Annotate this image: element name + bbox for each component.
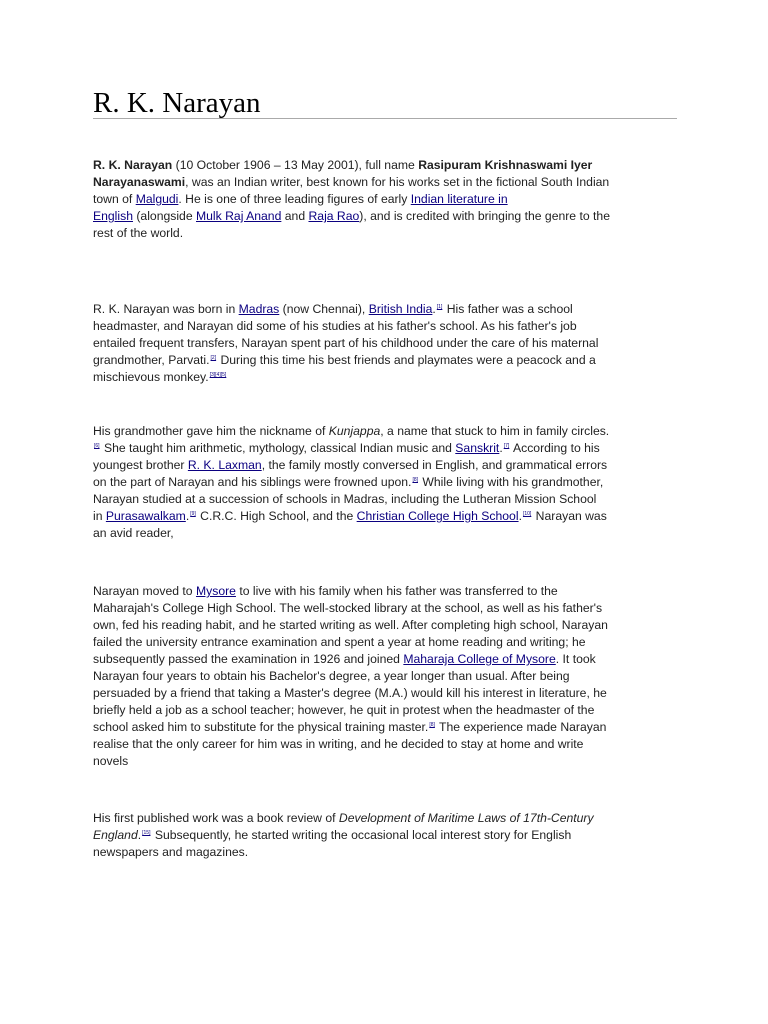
text-line <box>93 702 677 719</box>
text-segment: His first published work was a book review of <box>93 811 339 825</box>
wiki-link[interactable]: Mulk Raj Anand <box>196 209 282 223</box>
paragraph <box>93 423 677 542</box>
paragraph <box>93 810 677 861</box>
text-segment: . <box>499 441 503 455</box>
text-segment: briefly held a job as a school teacher; however, he quit in protest when the headmaster of the <box>93 703 595 717</box>
page-title: R. K. Narayan <box>93 87 261 119</box>
wiki-link[interactable]: R. K. Laxman <box>187 458 262 472</box>
wiki-link[interactable]: Maharaja College of Mysore <box>403 652 556 666</box>
text-line <box>93 352 677 369</box>
text-segment: . <box>432 302 436 316</box>
text-segment: Narayan studied at a succession of schools in Madras, including the Lutheran Mission School <box>93 492 597 506</box>
citation-link[interactable]: [2] <box>210 355 217 361</box>
text-line <box>93 827 677 844</box>
text-line <box>93 157 677 174</box>
text-segment: Narayan was <box>532 509 607 523</box>
text-line <box>93 668 677 685</box>
text-segment: entailed frequent transfers, Narayan spent part of his childhood under the care of his maternal <box>93 336 599 350</box>
text-line <box>93 600 677 617</box>
text-segment: youngest brother <box>93 458 188 472</box>
wiki-link[interactable]: English <box>93 209 133 223</box>
wiki-link[interactable]: Christian College High School <box>356 509 519 523</box>
paragraph <box>93 583 677 770</box>
text-segment: realise that the only career for him was in writing, and he decided to stay at home and write <box>93 737 584 751</box>
text-line <box>93 651 677 668</box>
text-line <box>93 191 677 208</box>
text-segment: (now Chennai), <box>279 302 369 316</box>
text-segment: ), and is credited with bringing the genre to the <box>359 209 610 223</box>
text-segment: to live with his family when his father was transferred to the <box>235 584 558 598</box>
text-segment: , a name that stuck to him in family circles. <box>380 424 610 438</box>
text-line <box>93 617 677 634</box>
text-line <box>93 301 677 318</box>
text-segment: own, fed his reading habit, and he started writing as well. After completing high school, Narayan <box>93 618 608 632</box>
text-line <box>93 525 677 542</box>
citation-link[interactable]: [3][4][5] <box>209 372 227 378</box>
citation-link[interactable]: [15] <box>142 830 151 836</box>
text-segment: . It took <box>555 652 596 666</box>
text-line <box>93 719 677 736</box>
text-segment: rest of the world. <box>93 226 184 240</box>
italic-text: England <box>93 828 138 842</box>
text-line <box>93 508 677 525</box>
text-segment: grandmother, Parvati. <box>93 353 210 367</box>
text-segment: Narayan moved to <box>93 584 196 598</box>
citation-link[interactable]: [6] <box>94 443 100 449</box>
text-line <box>93 318 677 335</box>
text-segment: . <box>185 509 190 523</box>
text-segment: The experience made Narayan <box>435 720 607 734</box>
text-line <box>93 174 677 191</box>
text-line <box>93 335 677 352</box>
text-segment: According to his <box>510 441 600 455</box>
wiki-link[interactable]: Indian literature in <box>410 192 508 206</box>
text-segment: , was an Indian writer, best known for his works set in the fictional South Indian <box>185 175 610 189</box>
text-segment: (10 October 1906 – 13 May 2001), full name <box>172 158 419 172</box>
text-segment: newspapers and magazines. <box>93 845 249 859</box>
citation-link[interactable]: [10] <box>522 511 532 517</box>
text-segment: in <box>93 509 106 523</box>
citation-link[interactable]: [1] <box>436 304 443 310</box>
text-line <box>93 844 677 861</box>
text-segment: Narayan four years to obtain his Bachelor's degree, a year longer than usual. After being <box>93 669 570 683</box>
text-line <box>93 685 677 702</box>
text-segment: C.R.C. High School, and the <box>196 509 357 523</box>
text-line <box>93 225 677 242</box>
paragraph <box>93 157 677 242</box>
text-line <box>93 491 677 508</box>
text-segment: Subsequently, he started writing the occasional local interest story for English <box>151 828 572 842</box>
text-segment: (alongside <box>132 209 196 223</box>
text-line <box>93 634 677 651</box>
text-line <box>93 810 677 827</box>
text-segment: She taught him arithmetic, mythology, classical Indian music and <box>100 441 456 455</box>
text-segment: . He is one of three leading figures of early <box>178 192 411 206</box>
wiki-link[interactable]: Mysore <box>195 584 236 598</box>
text-segment: an avid reader, <box>93 526 174 540</box>
italic-text: Development of Maritime Laws of 17th-Century <box>338 811 594 825</box>
text-segment: During this time his best friends and playmates were a peacock and a <box>217 353 596 367</box>
wiki-link[interactable]: Sanskrit <box>455 441 500 455</box>
text-segment: His grandmother gave him the nickname of <box>93 424 329 438</box>
text-segment: failed the university entrance examination and spent a year at home reading and writing; he <box>93 635 586 649</box>
text-segment: headmaster, and Narayan did some of his studies at his father's school. As his father's job <box>93 319 577 333</box>
text-segment: mischievous monkey. <box>93 370 209 384</box>
italic-text: Kunjappa <box>328 424 381 438</box>
text-line <box>93 369 677 386</box>
text-segment: novels <box>93 754 129 768</box>
text-segment: subsequently passed the examination in 1926 and joined <box>93 652 404 666</box>
bold-text: Rasipuram Krishnaswami Iyer <box>418 158 593 172</box>
text-segment: While living with his grandmother, <box>419 475 604 489</box>
text-line <box>93 208 677 225</box>
citation-link[interactable]: [8] <box>429 722 435 728</box>
citation-link[interactable]: [8] <box>412 477 418 483</box>
text-line <box>93 736 677 753</box>
text-segment: , the family mostly conversed in English, and grammatical errors <box>261 458 608 472</box>
text-line <box>93 423 677 440</box>
text-segment: school asked him to substitute for the physical training master. <box>93 720 429 734</box>
text-line <box>93 583 677 600</box>
wiki-link[interactable]: Malgudi <box>135 192 179 206</box>
citation-link[interactable]: [9] <box>190 511 196 517</box>
text-line <box>93 440 677 457</box>
text-segment: . <box>137 828 142 842</box>
text-line <box>93 753 677 770</box>
text-segment: town of <box>93 192 136 206</box>
wiki-link[interactable]: Raja Rao <box>308 209 360 223</box>
text-segment: . <box>518 509 522 523</box>
text-segment: on the part of Narayan and his siblings were frowned upon. <box>93 475 412 489</box>
wiki-link[interactable]: British India <box>368 302 433 316</box>
wiki-link[interactable]: Madras <box>238 302 280 316</box>
text-line <box>93 474 677 491</box>
text-segment: His father was a school <box>443 302 573 316</box>
text-line <box>93 457 677 474</box>
paragraph <box>93 301 677 386</box>
text-segment: persuaded by a friend that taking a Master's degree (M.A.) would kill his interest in literature, he <box>93 686 607 700</box>
bold-text: Narayanaswami <box>93 175 186 189</box>
text-segment: and <box>281 209 309 223</box>
citation-link[interactable]: [7] <box>503 443 510 449</box>
text-segment: Maharajah's College High School. The well-stocked library at the school, as well as his father's <box>93 601 603 615</box>
wiki-link[interactable]: Purasawalkam <box>105 509 186 523</box>
bold-text: R. K. Narayan <box>93 158 173 172</box>
text-segment: R. K. Narayan was born in <box>93 302 239 316</box>
title-divider <box>93 118 677 119</box>
